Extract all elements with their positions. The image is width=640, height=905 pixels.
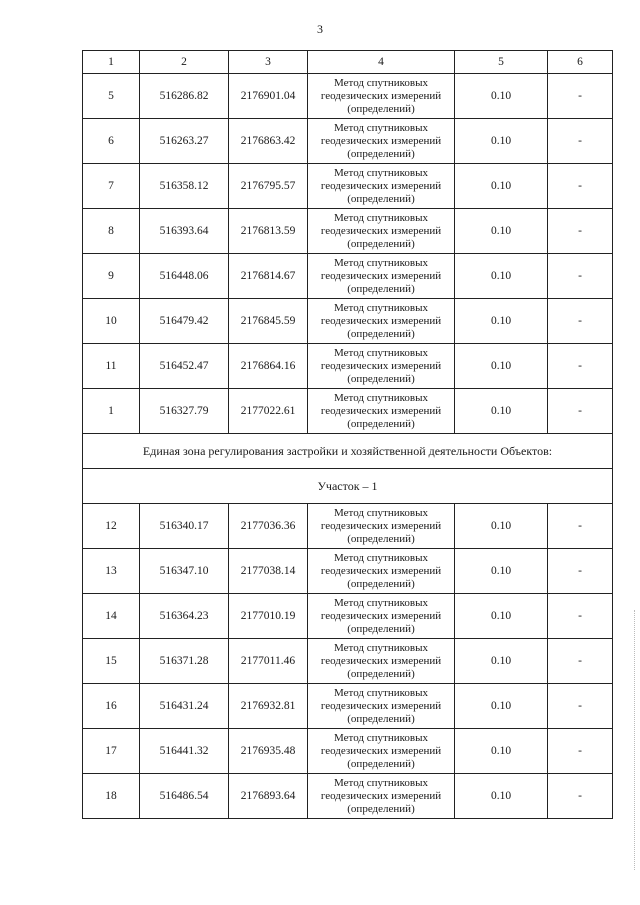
point-number-cell: 14	[83, 594, 140, 639]
method-line: (определений)	[347, 577, 415, 590]
method-line: Метод спутниковых	[334, 256, 428, 269]
page-number: 3	[317, 22, 323, 36]
x-coordinate-cell: 516286.82	[140, 74, 229, 119]
method-line: (определений)	[347, 192, 415, 205]
method-cell	[308, 74, 455, 119]
method-line: Метод спутниковых	[334, 551, 428, 564]
method-line: Метод спутниковых	[334, 686, 428, 699]
header-cell: 1	[83, 51, 140, 74]
accuracy-cell: 0.10	[455, 639, 548, 684]
x-coordinate-cell: 516486.54	[140, 774, 229, 819]
x-coordinate-cell: 516327.79	[140, 389, 229, 434]
accuracy-cell: 0.10	[455, 389, 548, 434]
point-number-cell: 7	[83, 164, 140, 209]
method-line: Метод спутниковых	[334, 166, 428, 179]
description-cell: -	[548, 389, 613, 434]
method-line: Метод спутниковых	[334, 76, 428, 89]
accuracy-cell: 0.10	[455, 74, 548, 119]
table-row	[83, 164, 613, 209]
method-line: Метод спутниковых	[334, 506, 428, 519]
table-row	[83, 639, 613, 684]
point-number-cell: 18	[83, 774, 140, 819]
method-cell	[308, 344, 455, 389]
method-cell	[308, 299, 455, 344]
method-line: Метод спутниковых	[334, 641, 428, 654]
method-line: Метод спутниковых	[334, 211, 428, 224]
table-row	[83, 209, 613, 254]
accuracy-cell: 0.10	[455, 299, 548, 344]
table-row	[83, 774, 613, 819]
method-line: Метод спутниковых	[334, 731, 428, 744]
y-coordinate-cell: 2176863.42	[229, 119, 308, 164]
description-cell: -	[548, 344, 613, 389]
description-cell: -	[548, 299, 613, 344]
y-coordinate-cell: 2177010.19	[229, 594, 308, 639]
y-coordinate-cell: 2177038.14	[229, 549, 308, 594]
method-line: (определений)	[347, 667, 415, 680]
description-cell: -	[548, 594, 613, 639]
header-cell: 2	[140, 51, 229, 74]
x-coordinate-cell: 516452.47	[140, 344, 229, 389]
accuracy-cell: 0.10	[455, 594, 548, 639]
point-number-cell: 6	[83, 119, 140, 164]
method-line: геодезических измерений	[320, 789, 442, 802]
description-cell: -	[548, 639, 613, 684]
method-line: (определений)	[347, 327, 415, 340]
description-cell: -	[548, 254, 613, 299]
description-cell: -	[548, 119, 613, 164]
section-title-row	[83, 434, 613, 469]
method-cell	[308, 254, 455, 299]
accuracy-cell: 0.10	[455, 774, 548, 819]
point-number-cell: 13	[83, 549, 140, 594]
method-cell	[308, 119, 455, 164]
x-coordinate-cell: 516340.17	[140, 504, 229, 549]
description-cell: -	[548, 774, 613, 819]
method-line: (определений)	[347, 147, 415, 160]
header-cell: 5	[455, 51, 548, 74]
method-line: (определений)	[347, 712, 415, 725]
method-cell	[308, 774, 455, 819]
table-row	[83, 344, 613, 389]
method-line: Метод спутниковых	[334, 121, 428, 134]
description-cell: -	[548, 209, 613, 254]
y-coordinate-cell: 2177011.46	[229, 639, 308, 684]
subsection-title: Участок – 1	[83, 469, 613, 504]
accuracy-cell: 0.10	[455, 504, 548, 549]
point-number-cell: 15	[83, 639, 140, 684]
y-coordinate-cell: 2176893.64	[229, 774, 308, 819]
method-cell	[308, 389, 455, 434]
x-coordinate-cell: 516347.10	[140, 549, 229, 594]
table-row	[83, 299, 613, 344]
x-coordinate-cell: 516448.06	[140, 254, 229, 299]
point-number-cell: 8	[83, 209, 140, 254]
method-cell	[308, 209, 455, 254]
y-coordinate-cell: 2176901.04	[229, 74, 308, 119]
method-cell	[308, 549, 455, 594]
header-cell: 4	[308, 51, 455, 74]
method-line: (определений)	[347, 757, 415, 770]
method-line: (определений)	[347, 802, 415, 815]
accuracy-cell: 0.10	[455, 344, 548, 389]
y-coordinate-cell: 2177036.36	[229, 504, 308, 549]
table-row	[83, 74, 613, 119]
table-row	[83, 504, 613, 549]
table-row	[83, 389, 613, 434]
point-number-cell: 1	[83, 389, 140, 434]
table-row	[83, 684, 613, 729]
method-line: (определений)	[347, 282, 415, 295]
method-line: геодезических измерений	[320, 744, 442, 757]
x-coordinate-cell: 516479.42	[140, 299, 229, 344]
method-line: Метод спутниковых	[334, 301, 428, 314]
y-coordinate-cell: 2176814.67	[229, 254, 308, 299]
method-line: (определений)	[347, 102, 415, 115]
method-line: геодезических измерений	[320, 564, 442, 577]
method-cell	[308, 594, 455, 639]
method-line: геодезических измерений	[320, 404, 442, 417]
accuracy-cell: 0.10	[455, 209, 548, 254]
table-row	[83, 119, 613, 164]
point-number-cell: 11	[83, 344, 140, 389]
method-line: (определений)	[347, 622, 415, 635]
method-line: геодезических измерений	[320, 179, 442, 192]
section-title: Единая зона регулирования застройки и хозяйственной деятельности Объектов:	[83, 434, 613, 469]
point-number-cell: 17	[83, 729, 140, 774]
method-line: геодезических измерений	[320, 699, 442, 712]
description-cell: -	[548, 729, 613, 774]
method-line: геодезических измерений	[320, 519, 442, 532]
accuracy-cell: 0.10	[455, 254, 548, 299]
point-number-cell: 12	[83, 504, 140, 549]
method-cell	[308, 684, 455, 729]
description-cell: -	[548, 164, 613, 209]
table-header-row	[83, 51, 613, 74]
x-coordinate-cell: 516263.27	[140, 119, 229, 164]
accuracy-cell: 0.10	[455, 549, 548, 594]
method-cell	[308, 504, 455, 549]
method-line: геодезических измерений	[320, 134, 442, 147]
method-line: геодезических измерений	[320, 224, 442, 237]
method-cell	[308, 729, 455, 774]
accuracy-cell: 0.10	[455, 684, 548, 729]
scan-edge-mark	[634, 610, 636, 870]
x-coordinate-cell: 516431.24	[140, 684, 229, 729]
subsection-title-row	[83, 469, 613, 504]
method-line: геодезических измерений	[320, 609, 442, 622]
method-line: геодезических измерений	[320, 89, 442, 102]
table-row	[83, 594, 613, 639]
method-line: Метод спутниковых	[334, 346, 428, 359]
method-line: геодезических измерений	[320, 654, 442, 667]
method-cell	[308, 639, 455, 684]
point-number-cell: 16	[83, 684, 140, 729]
method-cell	[308, 164, 455, 209]
description-cell: -	[548, 549, 613, 594]
point-number-cell: 10	[83, 299, 140, 344]
method-line: (определений)	[347, 237, 415, 250]
y-coordinate-cell: 2176864.16	[229, 344, 308, 389]
x-coordinate-cell: 516441.32	[140, 729, 229, 774]
y-coordinate-cell: 2176845.59	[229, 299, 308, 344]
method-line: геодезических измерений	[320, 314, 442, 327]
y-coordinate-cell: 2176935.48	[229, 729, 308, 774]
description-cell: -	[548, 74, 613, 119]
accuracy-cell: 0.10	[455, 119, 548, 164]
accuracy-cell: 0.10	[455, 164, 548, 209]
y-coordinate-cell: 2176932.81	[229, 684, 308, 729]
coordinates-table	[82, 50, 613, 819]
accuracy-cell: 0.10	[455, 729, 548, 774]
method-line: (определений)	[347, 417, 415, 430]
method-line: Метод спутниковых	[334, 596, 428, 609]
point-number-cell: 9	[83, 254, 140, 299]
method-line: Метод спутниковых	[334, 776, 428, 789]
table-row	[83, 254, 613, 299]
point-number-cell: 5	[83, 74, 140, 119]
method-line: геодезических измерений	[320, 359, 442, 372]
header-cell: 6	[548, 51, 613, 74]
description-cell: -	[548, 504, 613, 549]
y-coordinate-cell: 2177022.61	[229, 389, 308, 434]
x-coordinate-cell: 516393.64	[140, 209, 229, 254]
method-line: (определений)	[347, 372, 415, 385]
x-coordinate-cell: 516371.28	[140, 639, 229, 684]
header-cell: 3	[229, 51, 308, 74]
x-coordinate-cell: 516364.23	[140, 594, 229, 639]
x-coordinate-cell: 516358.12	[140, 164, 229, 209]
table-row	[83, 729, 613, 774]
method-line: Метод спутниковых	[334, 391, 428, 404]
method-line: геодезических измерений	[320, 269, 442, 282]
y-coordinate-cell: 2176795.57	[229, 164, 308, 209]
table-row	[83, 549, 613, 594]
description-cell: -	[548, 684, 613, 729]
method-line: (определений)	[347, 532, 415, 545]
y-coordinate-cell: 2176813.59	[229, 209, 308, 254]
